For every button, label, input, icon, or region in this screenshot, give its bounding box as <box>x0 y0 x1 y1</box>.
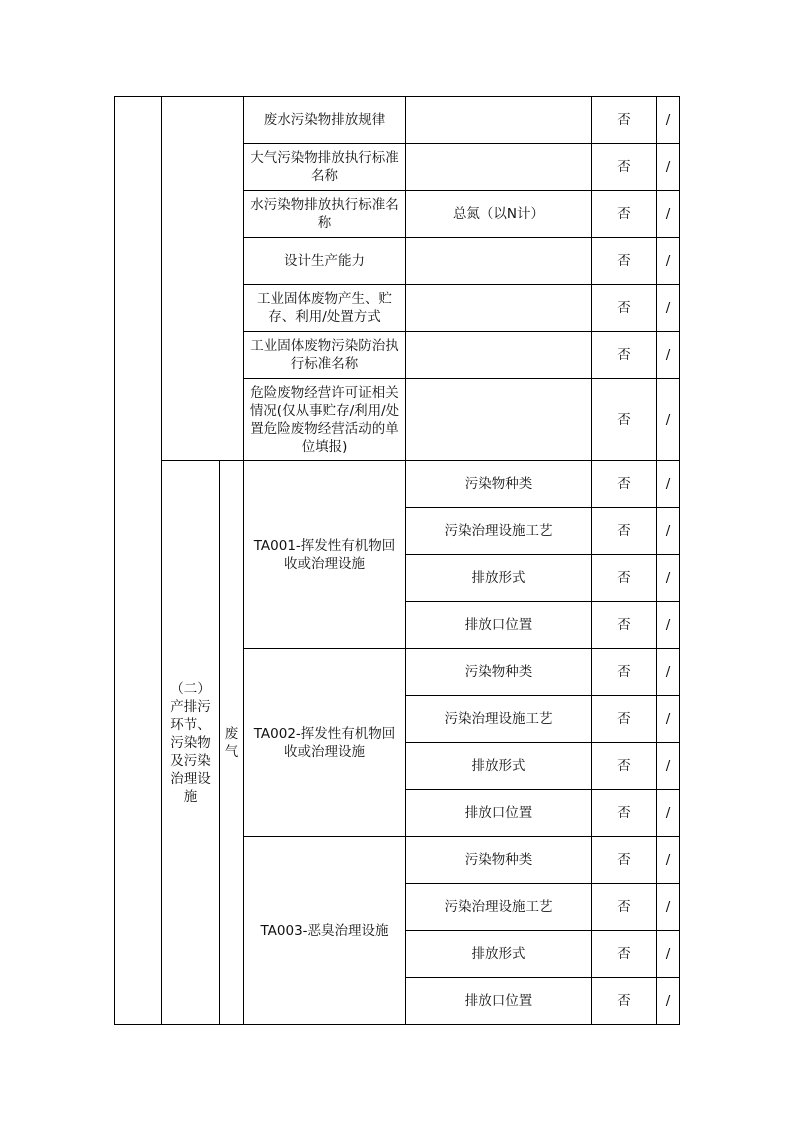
attr-cell: 排放形式 <box>406 931 592 978</box>
flag-cell: 否 <box>592 238 657 285</box>
attr-cell: 排放口位置 <box>406 790 592 837</box>
flag-cell: 否 <box>592 332 657 379</box>
flag-cell: 否 <box>592 461 657 508</box>
note-cell: / <box>657 97 680 144</box>
note-cell: / <box>657 555 680 602</box>
attr-cell: 污染物种类 <box>406 461 592 508</box>
subcategory-cell: 废气 <box>220 461 244 1025</box>
note-cell: / <box>657 238 680 285</box>
attr-cell: 污染物种类 <box>406 649 592 696</box>
item-cell: 水污染物排放执行标准名称 <box>244 191 406 238</box>
note-cell: / <box>657 144 680 191</box>
item-cell: 大气污染物排放执行标准名称 <box>244 144 406 191</box>
facility-name-cell: TA001-挥发性有机物回收或治理设施 <box>244 461 406 649</box>
detail-cell <box>406 97 592 144</box>
attr-cell: 污染治理设施工艺 <box>406 696 592 743</box>
detail-cell: 总氮（以N计） <box>406 191 592 238</box>
attr-cell: 排放形式 <box>406 743 592 790</box>
flag-cell: 否 <box>592 743 657 790</box>
flag-cell: 否 <box>592 379 657 461</box>
note-cell: / <box>657 931 680 978</box>
flag-cell: 否 <box>592 696 657 743</box>
table-row <box>115 97 680 144</box>
note-cell: / <box>657 978 680 1025</box>
note-cell: / <box>657 461 680 508</box>
flag-cell: 否 <box>592 790 657 837</box>
flag-cell: 否 <box>592 978 657 1025</box>
item-cell: 工业固体废物污染防治执行标准名称 <box>244 332 406 379</box>
note-cell: / <box>657 649 680 696</box>
attr-cell: 污染治理设施工艺 <box>406 508 592 555</box>
detail-cell <box>406 144 592 191</box>
note-cell: / <box>657 696 680 743</box>
attr-cell: 排放形式 <box>406 555 592 602</box>
flag-cell: 否 <box>592 555 657 602</box>
flag-cell: 否 <box>592 649 657 696</box>
permit-items-table <box>114 96 680 1025</box>
note-cell: / <box>657 379 680 461</box>
table-row <box>115 461 680 508</box>
note-cell: / <box>657 508 680 555</box>
attr-cell: 污染治理设施工艺 <box>406 884 592 931</box>
flag-cell: 否 <box>592 931 657 978</box>
category-cell: （二）产排污环节、污染物及污染治理设施 <box>162 461 220 1025</box>
flag-cell: 否 <box>592 191 657 238</box>
detail-cell <box>406 379 592 461</box>
blank-section-col <box>115 97 162 1025</box>
item-cell: 设计生产能力 <box>244 238 406 285</box>
attr-cell: 排放口位置 <box>406 602 592 649</box>
detail-cell <box>406 238 592 285</box>
note-cell: / <box>657 837 680 884</box>
note-cell: / <box>657 743 680 790</box>
note-cell: / <box>657 602 680 649</box>
flag-cell: 否 <box>592 884 657 931</box>
facility-name-cell: TA002-挥发性有机物回收或治理设施 <box>244 649 406 837</box>
note-cell: / <box>657 884 680 931</box>
note-cell: / <box>657 285 680 332</box>
attr-cell: 污染物种类 <box>406 837 592 884</box>
item-cell: 工业固体废物产生、贮存、利用/处置方式 <box>244 285 406 332</box>
flag-cell: 否 <box>592 602 657 649</box>
note-cell: / <box>657 191 680 238</box>
flag-cell: 否 <box>592 837 657 884</box>
note-cell: / <box>657 790 680 837</box>
blank-category-cell <box>162 97 244 461</box>
detail-cell <box>406 285 592 332</box>
flag-cell: 否 <box>592 97 657 144</box>
flag-cell: 否 <box>592 144 657 191</box>
flag-cell: 否 <box>592 508 657 555</box>
attr-cell: 排放口位置 <box>406 978 592 1025</box>
detail-cell <box>406 332 592 379</box>
flag-cell: 否 <box>592 285 657 332</box>
facility-name-cell: TA003-恶臭治理设施 <box>244 837 406 1025</box>
note-cell: / <box>657 332 680 379</box>
item-cell: 废水污染物排放规律 <box>244 97 406 144</box>
item-cell: 危险废物经营许可证相关情况(仅从事贮存/利用/处置危险废物经营活动的单位填报) <box>244 379 406 461</box>
